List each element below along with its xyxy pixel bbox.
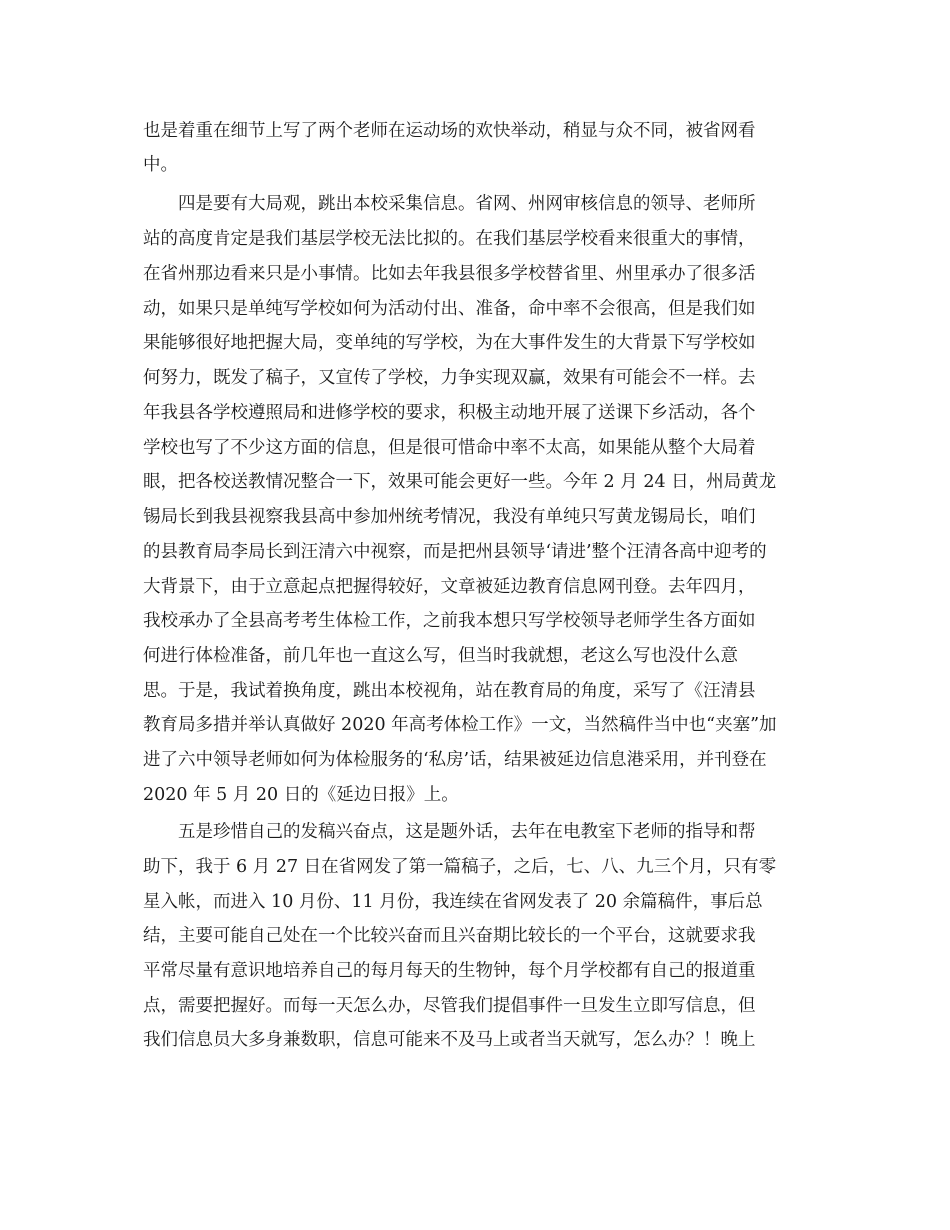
text-line: 思。于是，我试着换角度，跳出本校视角，站在教育局的角度，采写了《汪清县: [143, 681, 756, 701]
text-line: 星入帐，而进入 10 月份、11 月份，我连续在省网发表了 20 余篇稿件，事后总: [143, 892, 763, 912]
text-line: 也是着重在细节上写了两个老师在运动场的欢快举动，稍显与众不同，被省网看: [143, 121, 756, 141]
text-line: 我校承办了全县高考考生体检工作，之前我本想只写学校领导老师学生各方面如: [143, 611, 756, 631]
text-line: 动，如果只是单纯写学校如何为活动付出、准备，命中率不会很高，但是我们如: [143, 299, 756, 319]
paragraph-start: 五是珍惜自己的发稿兴奋点，这是题外话，去年在电教室下老师的指导和帮: [178, 822, 756, 842]
text-line: 何努力，既发了稿子，又宣传了学校，力争实现双赢，效果有可能会不一样。去: [143, 368, 756, 388]
text-line: 教育局多措并举认真做好 2020 年高考体检工作》一文，当然稿件当中也“夹塞”加: [143, 715, 777, 735]
paragraph-start: 四是要有大局观，跳出本校采集信息。省网、州网审核信息的领导、老师所: [178, 194, 756, 214]
text-line: 站的高度肯定是我们基层学校无法比拟的。在我们基层学校看来很重大的事情，: [143, 229, 756, 249]
text-line: 我们信息员大多身兼数职，信息可能来不及马上或者当天就写，怎么办？！晚上: [143, 1030, 756, 1050]
text-line: 在省州那边看来只是小事情。比如去年我县很多学校替省里、州里承办了很多活: [143, 264, 756, 284]
text-line: 学校也写了不少这方面的信息，但是很可惜命中率不太高，如果能从整个大局着: [143, 438, 756, 458]
text-line: 点，需要把握好。而每一天怎么办，尽管我们提倡事件一旦发生立即写信息，但: [143, 996, 756, 1016]
text-line: 中。: [143, 155, 178, 175]
text-line: 进了六中领导老师如何为体检服务的‘私房’话，结果被延边信息港采用，并刊登在: [143, 750, 767, 770]
text-line: 平常尽量有意识地培养自己的每月每天的生物钟，每个月学校都有自己的报道重: [143, 961, 756, 981]
text-line: 锡局长到我县视察我县高中参加州统考情况，我没有单纯只写黄龙锡局长，咱们: [143, 507, 756, 527]
text-line: 果能够很好地把握大局，变单纯的写学校，为在大事件发生的大背景下写学校如: [143, 333, 756, 353]
text-line: 眼，把各校送教情况整合一下，效果可能会更好一些。今年 2 月 24 日，州局黄龙: [143, 472, 777, 492]
text-line: 何进行体检准备，前几年也一直这么写，但当时我就想，老这么写也没什么意: [143, 646, 738, 666]
text-line: 助下，我于 6 月 27 日在省网发了第一篇稿子，之后，七、八、九三个月，只有零: [143, 857, 777, 877]
text-line: 大背景下，由于立意起点把握得较好，文章被延边教育信息网刊登。去年四月，: [143, 577, 756, 597]
text-line: 结，主要可能自己处在一个比较兴奋而且兴奋期比较长的一个平台，这就要求我: [143, 926, 756, 946]
text-line: 的县教育局李局长到汪清六中视察，而是把州县领导‘请进’整个汪清各高中迎考的: [143, 542, 767, 562]
text-line: 年我县各学校遵照局和进修学校的要求，积极主动地开展了送课下乡活动，各个: [143, 403, 756, 423]
text-line: 2020 年 5 月 20 日的《延边日报》上。: [143, 785, 459, 805]
